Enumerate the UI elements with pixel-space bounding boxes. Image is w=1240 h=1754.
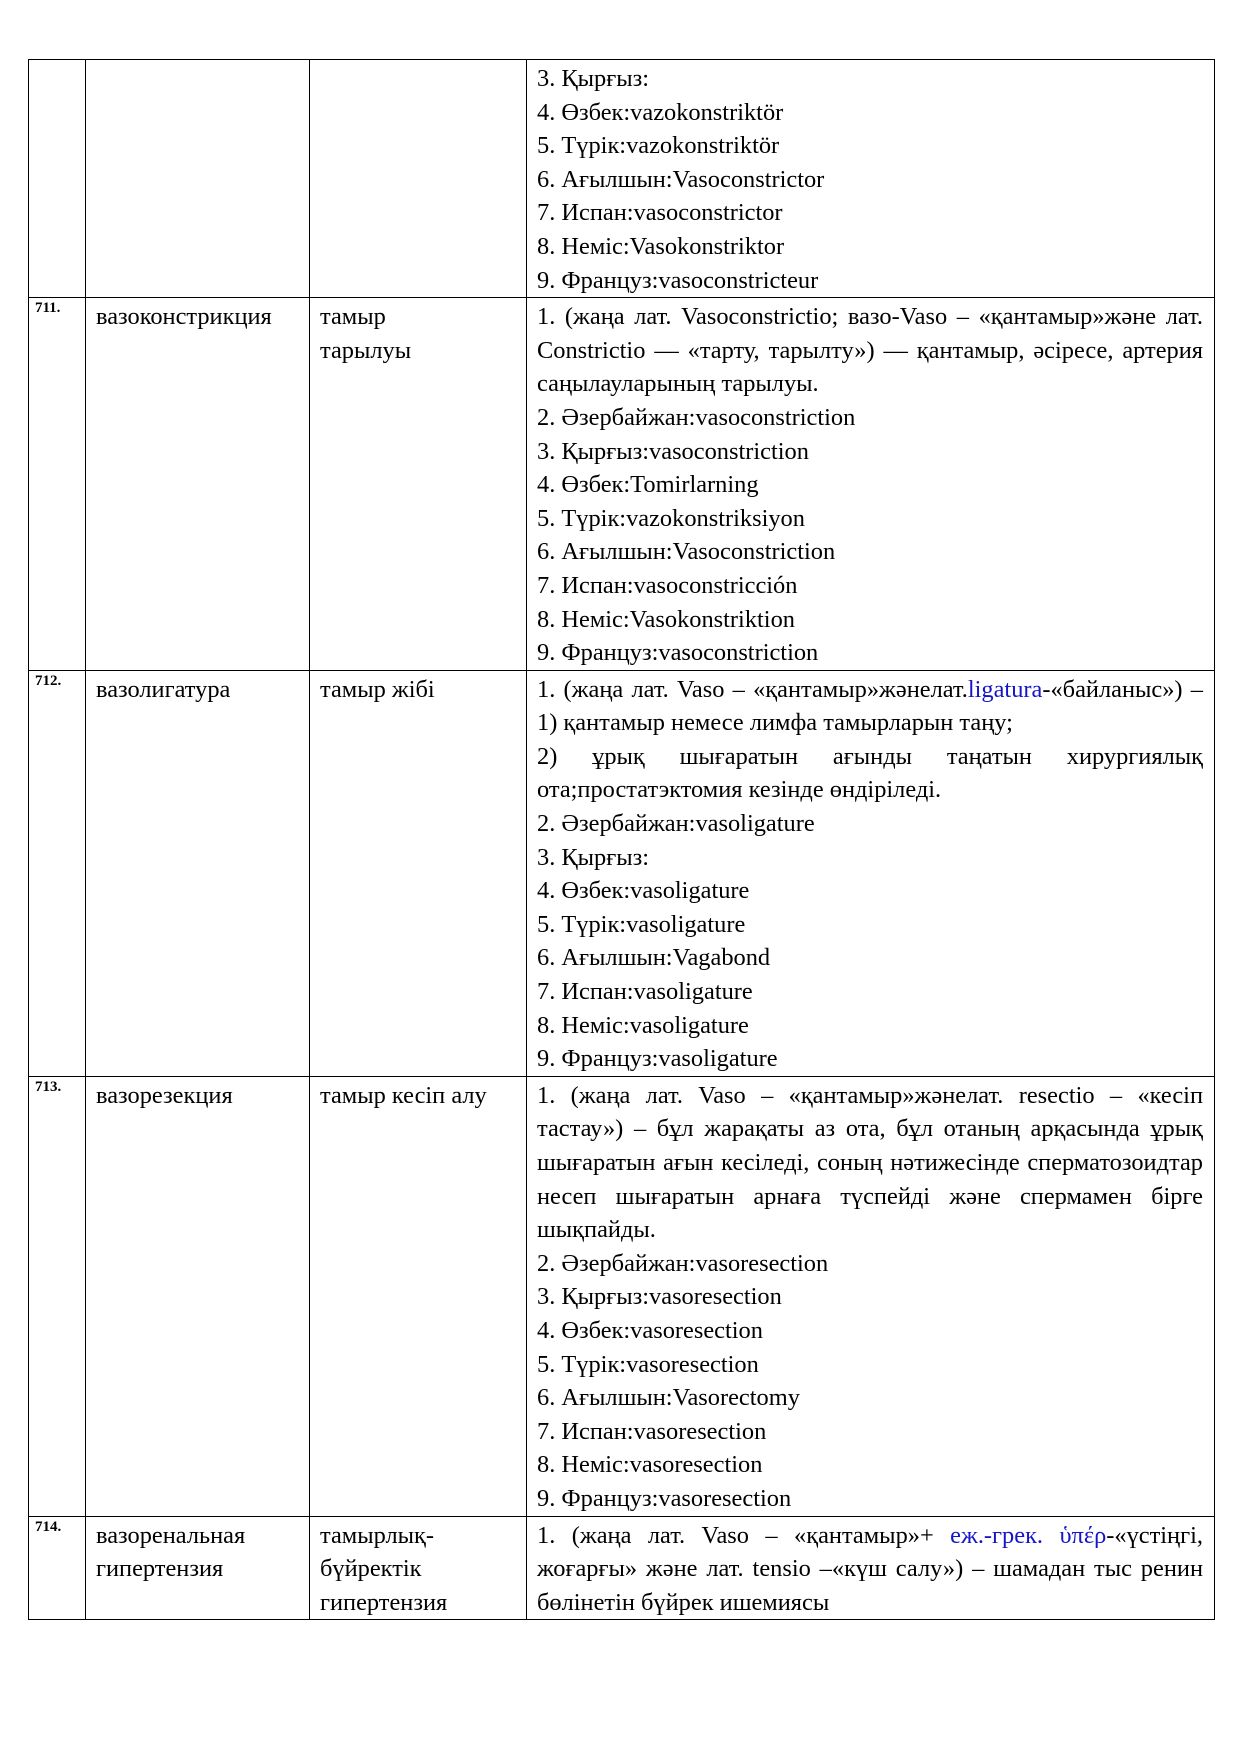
kazakh-term-cell: [310, 60, 527, 298]
dictionary-table: [28, 59, 1215, 1620]
translation-line: 8. Неміс:vasoresection: [537, 1451, 763, 1479]
translation-line: 4. Өзбек:Tomirlarning: [537, 471, 759, 499]
ligatura-link[interactable]: ligatura: [967, 675, 1043, 703]
definition-cell: [527, 1076, 1215, 1516]
translation-line: 6. Ағылшын:Vagabond: [537, 944, 771, 972]
translation-line: 8. Неміс:Vasokonstriktor: [537, 232, 785, 260]
table-row: [29, 1516, 1215, 1620]
translation-line: 9. Француз:vasoconstricteur: [537, 266, 819, 294]
entry-number: 712.: [29, 670, 86, 1076]
translation-line: 5. Түрік:vasoligature: [537, 910, 746, 938]
term-cell: вазоренальная гипертензия: [86, 1516, 310, 1620]
translation-line: 2. Әзербайжан:vasoresection: [537, 1249, 829, 1277]
translation-line: 8. Неміс:vasoligature: [537, 1011, 749, 1039]
entry-number: 711.: [29, 298, 86, 671]
definition-text-start: 1. (жаңа лат. Vaso – «қантамыр»жәнелат.: [537, 675, 968, 703]
definition-text: 1. (жаңа лат. Vaso – «қантамыр»жәнелат. resectio – «кесіп тастау») – бұл жарақаты аз ота, бұл отаның арқасында ұрық шығаратын ағын кесіледі, соның нәтижесінде сперматозоидтар несеп шығаратын арнаға түспейді және спермамен бірге шықпайды.: [537, 1081, 1203, 1244]
kazakh-term-cell: тамырлық-бүйректік гипертензия: [310, 1516, 527, 1620]
translation-line: 6. Ағылшын:Vasoconstrictor: [537, 165, 825, 193]
table-row: [29, 1076, 1215, 1516]
table-row: [29, 298, 1215, 671]
kazakh-term-cell: тамыр кесіп алу: [310, 1076, 527, 1516]
term-cell: вазолигатура: [86, 670, 310, 1076]
translation-line: 7. Испан:vasoconstrictor: [537, 199, 783, 227]
definition-cell: [527, 1516, 1215, 1620]
translation-line: 9. Француз:vasoresection: [537, 1484, 792, 1512]
definition-cell: [527, 670, 1215, 1076]
definition-cell: [527, 60, 1215, 298]
translation-line: 4. Өзбек:vasoresection: [537, 1316, 763, 1344]
term-cell: вазорезекция: [86, 1076, 310, 1516]
translation-line: 6. Ағылшын:Vasorectomy: [537, 1384, 800, 1412]
translation-line: 9. Француз:vasoligature: [537, 1045, 778, 1073]
term-cell: [86, 60, 310, 298]
translation-line: 2. Әзербайжан:vasoligature: [537, 810, 815, 838]
translation-line: 3. Қырғыз:vasoresection: [537, 1283, 782, 1311]
translation-line: 7. Испан:vasoconstricción: [537, 571, 798, 599]
kazakh-term-cell: тамыр тарылуы: [310, 298, 527, 671]
translation-line: 3. Қырғыз:: [537, 843, 650, 871]
greek-term-link[interactable]: еж.-грек. ὑπέρ: [950, 1521, 1107, 1549]
definition-text-end: -«байланыс») – 1) қантамыр немесе лимфа тамырларын таңу;: [537, 675, 1203, 737]
table-row: [29, 670, 1215, 1076]
kazakh-term-cell: тамыр жібі: [310, 670, 527, 1076]
translation-line: 5. Түрік:vasoresection: [537, 1350, 759, 1378]
translation-line: 7. Испан:vasoligature: [537, 978, 753, 1006]
entry-number: [29, 60, 86, 298]
term-cell: вазоконстрикция: [86, 298, 310, 671]
table-row: [29, 60, 1215, 298]
definition-text-start: 1. (жаңа лат. Vaso – «қантамыр»+: [537, 1521, 934, 1549]
translation-line: 3. Қырғыз:: [537, 65, 650, 92]
definition-text-2: 2) ұрық шығаратын ағынды таңатын хирургиялық ота;простатэктомия кезінде өндіріледі.: [537, 742, 1203, 804]
translation-line: 5. Түрік:vazokonstriksiyon: [537, 504, 805, 532]
translation-line: 9. Француз:vasoconstriction: [537, 639, 819, 667]
translation-line: 6. Ағылшын:Vasoconstriction: [537, 538, 836, 566]
translation-line: 8. Неміс:Vasokonstriktion: [537, 605, 795, 633]
entry-number: 713.: [29, 1076, 86, 1516]
translation-line: 4. Өзбек:vasoligature: [537, 877, 750, 905]
entry-number: 714.: [29, 1516, 86, 1620]
definition-text-end: -«үстіңгі, жоғарғы» және лат. tensio –«күш салу») – шамадан тыс ренин бөлінетін бүйрек ишемиясы: [537, 1521, 1203, 1616]
definition-text: [537, 1519, 1203, 1620]
translation-line: 3. Қырғыз:vasoconstriction: [537, 437, 809, 465]
translation-line: 7. Испан:vasoresection: [537, 1417, 767, 1445]
definition-text: 1. (жаңа лат. Vasoconstrictio; вазо-Vaso – «қантамыр»және лат. Constrictio — «тарту, тарылту») — қантамыр, әсіресе, артерия саңылауларының тарылуы.: [537, 303, 1203, 398]
definition-text: [537, 673, 1203, 740]
definition-cell: [527, 298, 1215, 671]
translation-line: 4. Өзбек:vazokonstriktör: [537, 98, 784, 126]
translation-line: 5. Түрік:vazokonstriktör: [537, 132, 780, 160]
translation-line: 2. Әзербайжан:vasoconstriction: [537, 403, 856, 431]
